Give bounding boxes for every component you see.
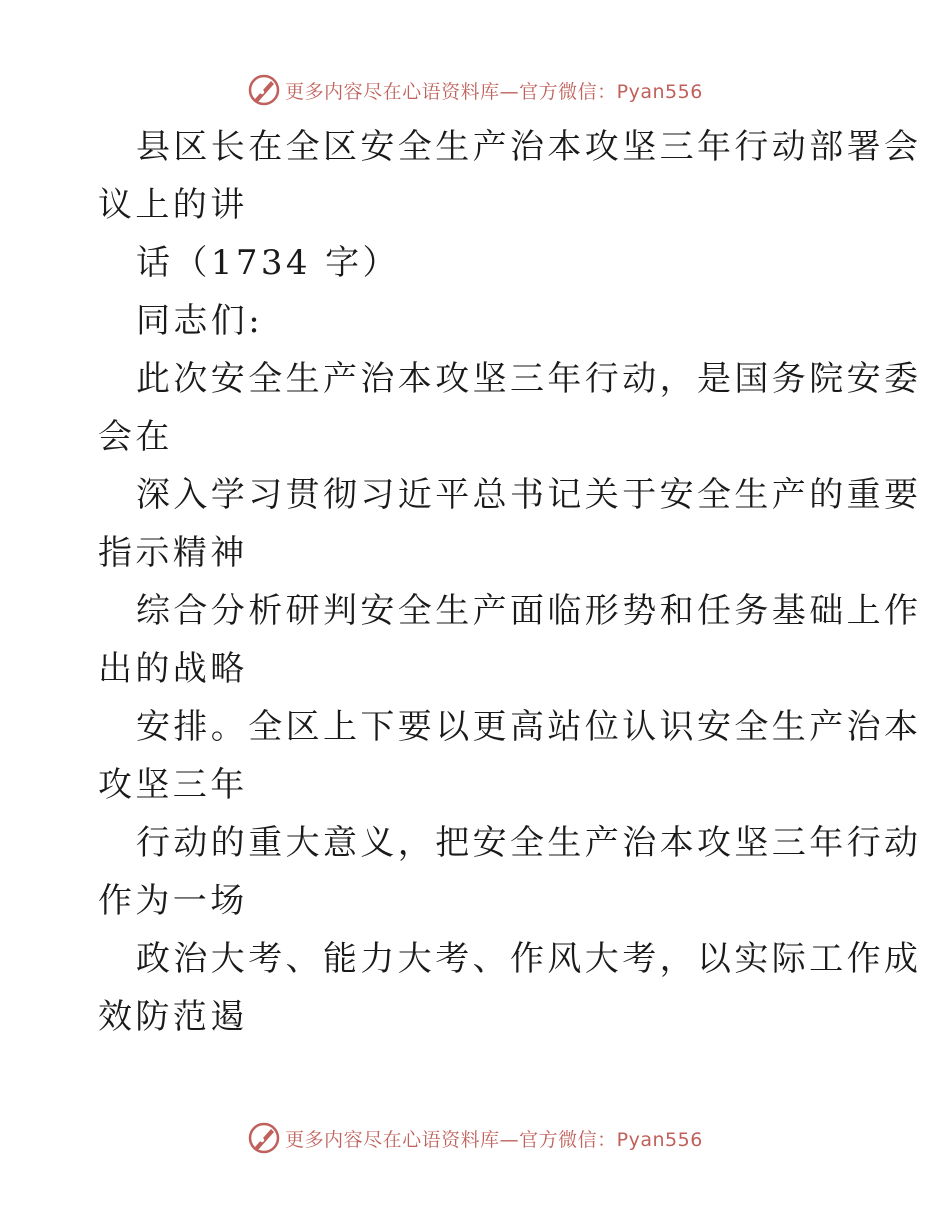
- text-line: 指示精神: [98, 533, 248, 573]
- text-line: 作为一场: [98, 881, 248, 921]
- text-line: 效防范遏: [98, 997, 248, 1037]
- watermark-text: 更多内容尽在心语资料库—官方微信：Pyan556: [285, 1128, 703, 1151]
- text-line: 县区长在全区安全生产治本攻坚三年行动部署会: [136, 127, 922, 167]
- text-line: 综合分析研判安全生产面临形势和任务基础上作: [136, 591, 922, 631]
- watermark-header: [0, 70, 950, 110]
- text-line: 同志们:: [136, 301, 264, 341]
- text-line: 会在: [98, 417, 173, 457]
- text-line: 攻坚三年: [98, 765, 248, 805]
- pen-logo-icon: [247, 1121, 281, 1155]
- text-line: 安排。全区上下要以更高站位认识安全生产治本: [136, 707, 922, 747]
- text-line: 政治大考、能力大考、作风大考，以实际工作成: [136, 939, 922, 979]
- text-line: 话（1734 字）: [136, 243, 400, 283]
- text-line: 议上的讲: [98, 185, 248, 225]
- watermark-footer: [0, 1118, 950, 1158]
- text-line: 行动的重大意义，把安全生产治本攻坚三年行动: [136, 823, 922, 863]
- pen-logo-icon: [247, 73, 281, 107]
- text-line: 此次安全生产治本攻坚三年行动，是国务院安委: [136, 359, 922, 399]
- text-line: 出的战略: [98, 649, 248, 689]
- watermark-text: 更多内容尽在心语资料库—官方微信：Pyan556: [285, 80, 703, 103]
- text-line: 深入学习贯彻习近平总书记关于安全生产的重要: [136, 475, 922, 515]
- document-body: [98, 118, 922, 1046]
